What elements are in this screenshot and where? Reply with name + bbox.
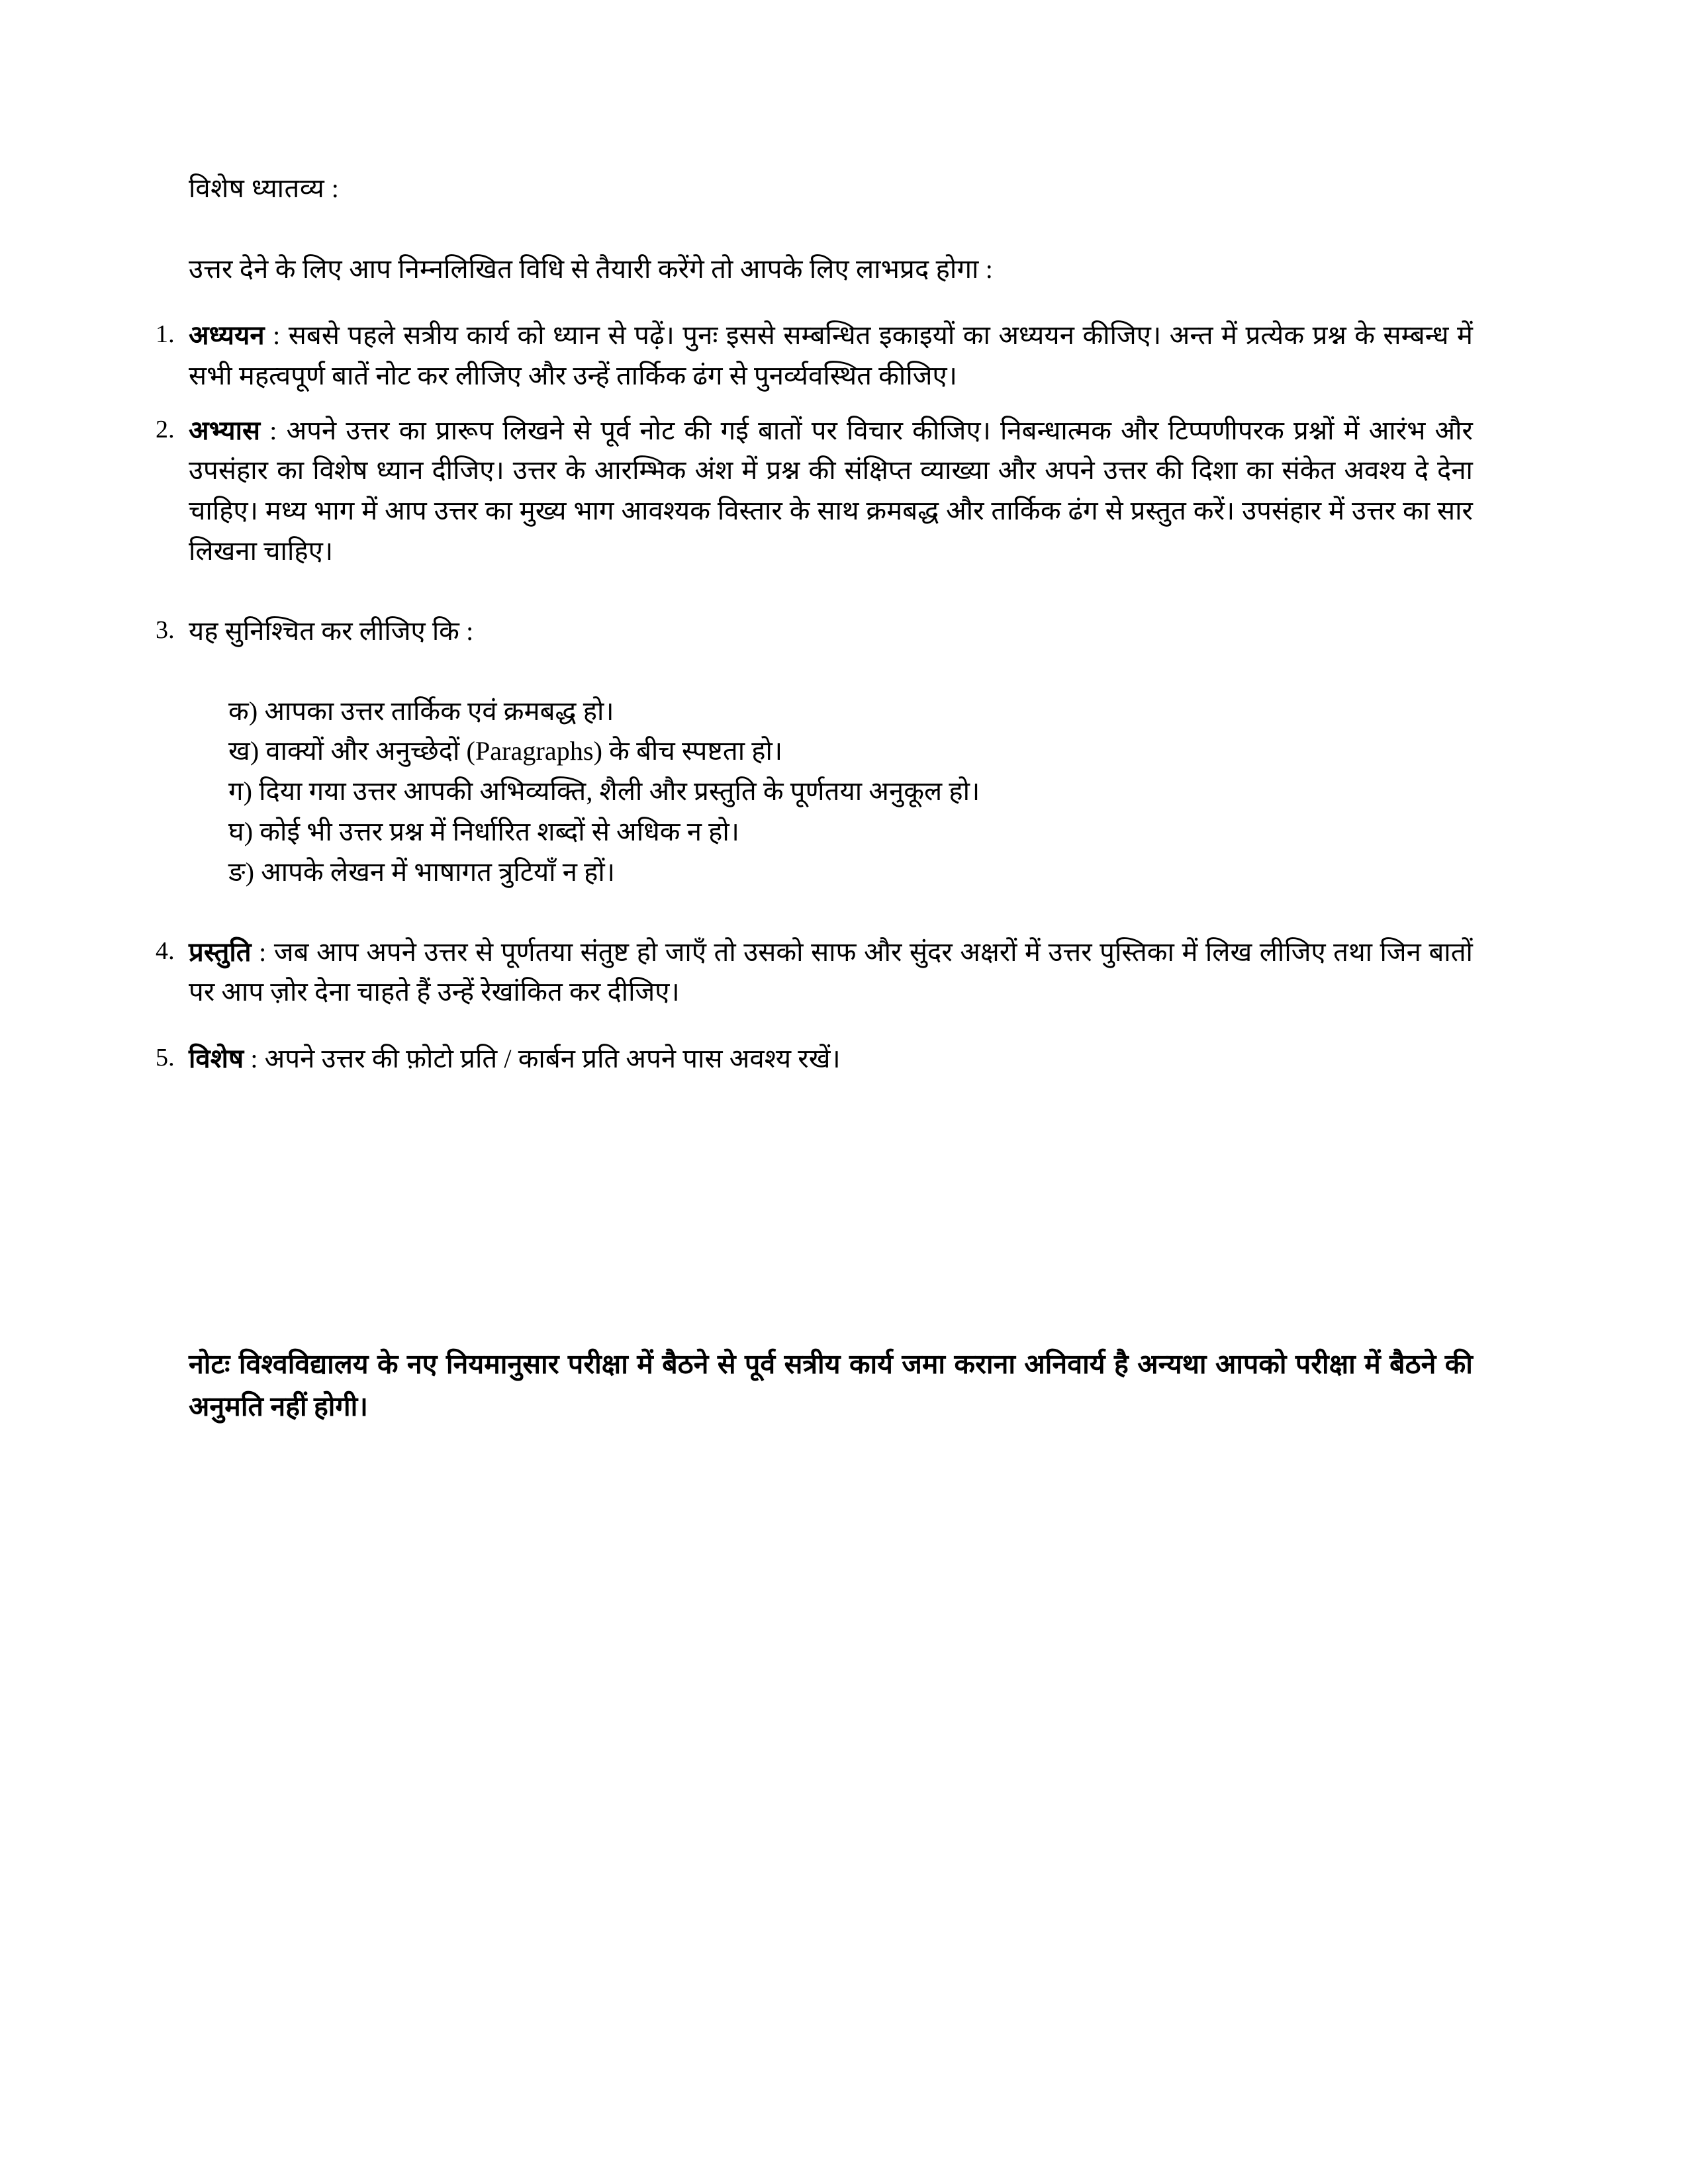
page-title: विशेष ध्यातव्य : (189, 173, 340, 203)
exam-note: नोटः विश्वविद्यालय के नए नियमानुसार परीक्षा में बैठने से पूर्व सत्रीय कार्य जमा कराना अनिवार्य है अन्यथा आपको परीक्षा में बैठने की अनुमति नहीं होगी। (189, 1349, 1473, 1422)
sub-item-ga (228, 772, 1473, 812)
list-item-1 (156, 316, 1473, 396)
sub-item-nga (228, 852, 1473, 893)
intro-paragraph: उत्तर देने के लिए आप निम्नलिखित विधि से तैयारी करेंगे तो आपके लिए लाभप्रद होगा : (189, 254, 994, 284)
list-item-2-text: अपने उत्तर का प्रारूप लिखने से पूर्व नोट की गई बातों पर विचार कीजिए। निबन्धात्मक और टिप्पणीपरक प्रश्नों में आरंभ और उपसंहार का विशेष ध्यान दीजिए। उत्तर के आरम्भिक अंश में प्रश्न की संक्षिप्त व्याख्या और अपने उत्तर की दिशा का संकेत अवश्य दे देना चाहिए। मध्य भाग में आप उत्तर का मुख्य भाग आवश्यक विस्तार के साथ क्रमबद्ध और तार्किक ढंग से प्रस्तुत करें। उपसंहार में उत्तर का सार लिखना चाहिए। (189, 415, 1474, 566)
sub-item-ka (228, 692, 1473, 732)
list-item-5-marker: 5. (156, 1044, 175, 1072)
spacer (156, 652, 1473, 692)
list-item-5-separator: : (244, 1044, 265, 1074)
sub-item-ga-marker: ग) (228, 776, 253, 807)
list-item-1-separator: : (264, 320, 289, 350)
list-item-4-keyword: प्रस्तुति (189, 936, 252, 967)
list-item-1-keyword: अध्ययन (189, 320, 265, 350)
list-item-4-text: जब आप अपने उत्तर से पूर्णतया संतुष्ट हो जाएँ तो उसको साफ और सुंदर अक्षरों में उत्तर पुस्तिका में लिख लीजिए तथा जिन बातों पर आप ज़ोर देना चाहते हैं उन्हें रेखांकित कर दीजिए। (189, 936, 1474, 1007)
list-item-2-separator: : (260, 415, 287, 445)
instructions-list (156, 316, 1473, 1079)
list-item-1-marker: 1. (156, 320, 175, 348)
list-item-2 (156, 411, 1473, 572)
spacer (156, 289, 1473, 316)
sub-item-gha-text: कोई भी उत्तर प्रश्न में निर्धारित शब्दों से अधिक न हो। (259, 816, 740, 846)
list-item-5-keyword: विशेष (189, 1044, 244, 1074)
list-item-4-marker: 4. (156, 936, 175, 965)
list-item-2-marker: 2. (156, 415, 175, 443)
sub-item-gha-marker: घ) (228, 816, 254, 846)
sub-item-kha-text: वाक्यों और अनुच्छेदों (Paragraphs) के बीच स्पष्टता हो। (265, 736, 783, 766)
spacer (156, 893, 1473, 933)
document-body (156, 169, 1473, 1079)
list-item-5 (156, 1039, 1473, 1079)
sub-item-ka-marker: क) (228, 696, 258, 726)
sub-item-nga-text: आपके लेखन में भाषागत त्रुटियाँ न हों। (261, 856, 616, 887)
spacer (156, 572, 1473, 612)
spacer (156, 396, 1473, 411)
sub-item-ga-text: दिया गया उत्तर आपकी अभिव्यक्ति, शैली और प्रस्तुति के पूर्णतया अनुकूल हो। (259, 776, 980, 807)
list-item-3 (156, 612, 1473, 652)
spacer (156, 1013, 1473, 1039)
list-item-4 (156, 933, 1473, 1013)
list-item-4-separator: : (251, 936, 274, 967)
list-item-3-marker: 3. (156, 615, 175, 644)
list-item-1-text: सबसे पहले सत्रीय कार्य को ध्यान से पढ़ें। पुनः इससे सम्बन्धित इकाइयों का अध्ययन कीजिए। अन्त में प्रत्येक प्रश्न के सम्बन्ध में सभी महत्वपूर्ण बातें नोट कर लीजिए और उन्हें तार्किक ढंग से पुनर्व्यवस्थित कीजिए। (189, 320, 1473, 390)
sub-item-kha (228, 731, 1473, 772)
sub-item-kha-marker: ख) (228, 736, 259, 766)
list-item-2-keyword: अभ्यास (189, 415, 261, 445)
sub-items-list (228, 692, 1473, 893)
sub-item-nga-marker: ङ) (228, 856, 255, 887)
list-item-3-text: यह सुनिश्चित कर लीजिए कि : (189, 615, 474, 646)
sub-item-gha (228, 812, 1473, 852)
sub-item-ka-text: आपका उत्तर तार्किक एवं क्रमबद्ध हो। (264, 696, 614, 726)
list-item-5-text: अपने उत्तर की फ़ोटो प्रति / कार्बन प्रति अपने पास अवश्य रखें। (264, 1044, 841, 1074)
